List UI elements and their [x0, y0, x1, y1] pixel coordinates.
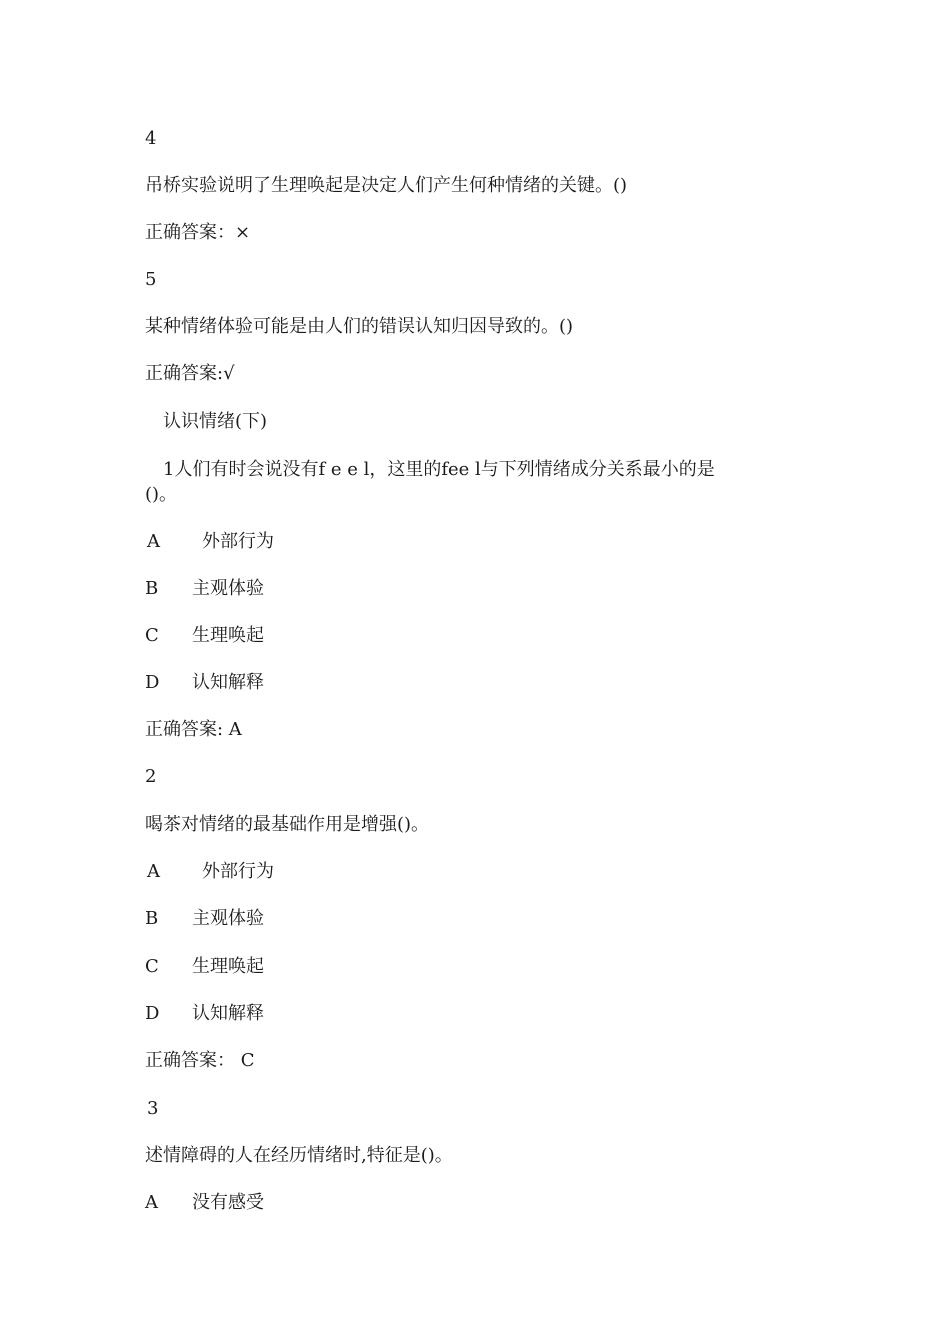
option-text: 主观体验 — [192, 908, 264, 929]
question-text-continued: ()。 — [145, 484, 178, 505]
answer-line: 正确答案：× — [145, 222, 251, 243]
question-number: 4 — [145, 128, 157, 149]
question-text: 吊桥实验说明了生理唤起是决定人们产生何种情绪的关键。() — [145, 175, 628, 196]
option-letter: D — [145, 672, 160, 693]
option-text: 认知解释 — [192, 1003, 264, 1024]
question-number: 5 — [145, 269, 157, 290]
answer-line: 正确答案: A — [145, 719, 242, 740]
option-letter: A — [147, 861, 160, 882]
option-letter: B — [145, 578, 159, 599]
answer-line: 正确答案:√ — [145, 363, 235, 384]
question-number: 2 — [145, 766, 157, 787]
option-letter: C — [145, 956, 159, 977]
option-letter: C — [145, 625, 159, 646]
option-letter: D — [145, 1003, 160, 1024]
answer-line: 正确答案： C — [145, 1050, 255, 1071]
question-text: 某种情绪体验可能是由人们的错误认知归因导致的。() — [145, 316, 574, 337]
option-text: 没有感受 — [192, 1192, 264, 1213]
option-text: 生理唤起 — [192, 625, 264, 646]
option-letter: B — [145, 908, 159, 929]
option-text: 外部行为 — [202, 861, 274, 882]
question-number: 3 — [147, 1098, 159, 1119]
option-text: 生理唤起 — [192, 956, 264, 977]
option-text: 认知解释 — [192, 672, 264, 693]
question-text: 喝茶对情绪的最基础作用是增强()。 — [145, 814, 430, 835]
option-text: 主观体验 — [192, 578, 264, 599]
question-text: 述情障碍的人在经历情绪时,特征是()。 — [145, 1145, 453, 1166]
option-letter: A — [147, 531, 160, 552]
option-text: 外部行为 — [202, 531, 274, 552]
section-title: 认识情绪(下) — [163, 411, 268, 432]
option-letter: A — [145, 1192, 158, 1213]
question-text: 1人们有时会说没有f e e l，这里的fee l与下列情绪成分关系最小的是 — [163, 459, 715, 480]
